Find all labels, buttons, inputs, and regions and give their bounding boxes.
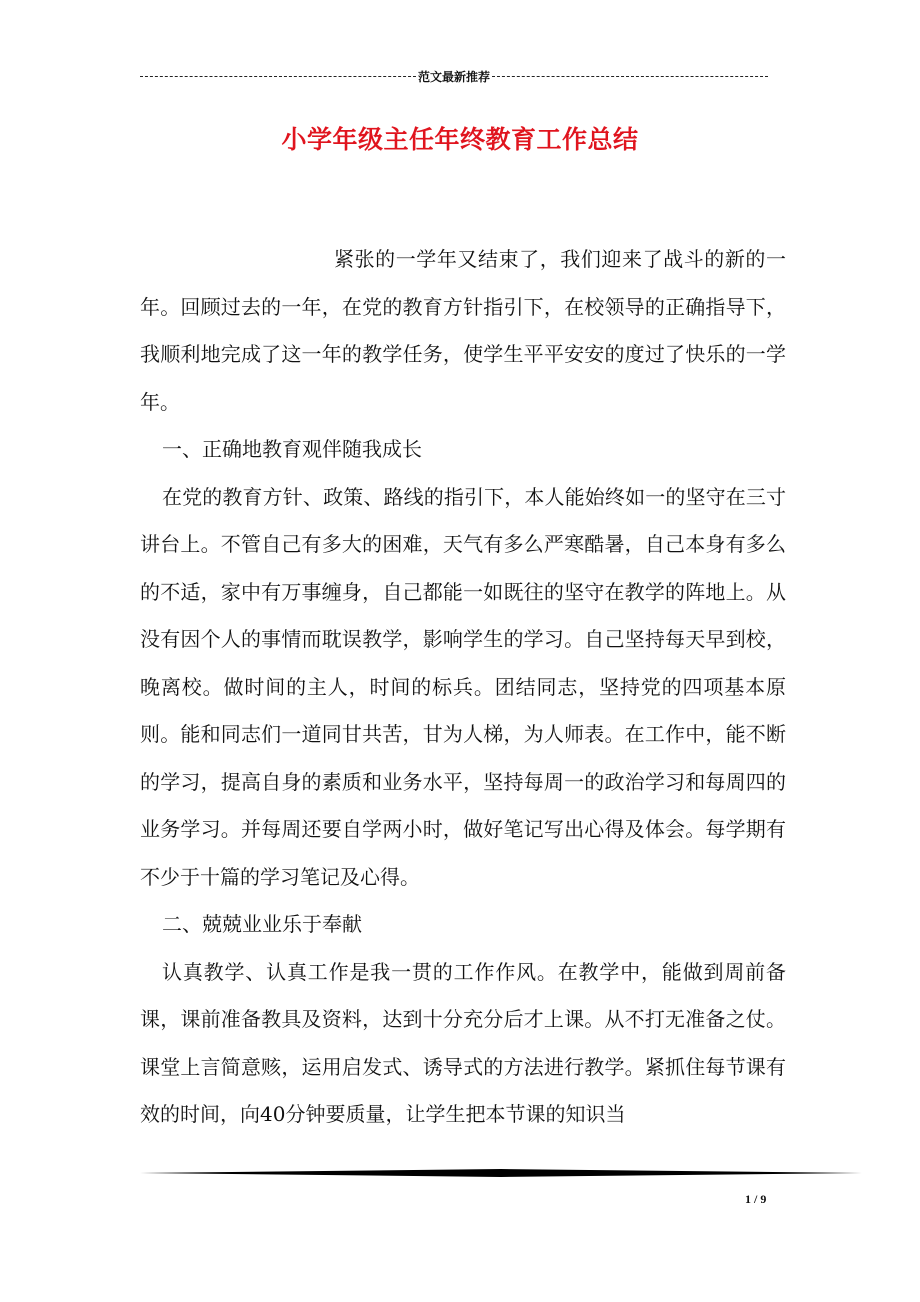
page-header <box>140 66 768 86</box>
section-heading-2: 二、兢兢业业乐于奉献 <box>162 912 362 936</box>
footer-rule <box>140 1166 862 1180</box>
document-body <box>140 236 786 1139</box>
document-title: 小学年级主任年终教育工作总结 <box>281 125 639 154</box>
section-paragraph-1: 在党的教育方针、政策、路线的指引下，本人能始终如一的坚守在三寸讲台上。不管自己有多大的困难，天气有多么严寒酷暑，自己本身有多么的不适，家中有万事缠身，自己都能一如既往的坚守在教学的阵地上。从没有因个人的事情而耽误教学，影响学生的学习。自己坚持每天早到校，晚离校。做时间的主人，时间的标兵。团结同志，坚持党的四项基本原则。能和同志们一道同甘共苦，甘为人梯，为人师表。在工作中，能不断的学习，提高自身的素质和业务水平，坚持每周一的政治学习和每周四的业务学习。并每周还要自学两小时，做好笔记写出心得及体会。每学期有不少于十篇的学习笔记及心得。 <box>140 484 786 889</box>
section-paragraph-2: 认真教学、认真工作是我一贯的工作作风。在教学中，能做到周前备课，课前准备教具及资料，达到十分充分后才上课。从不打无准备之仗。课堂上言简意赅，运用启发式、诱导式的方法进行教学。紧抓住每节课有效的时间，向40分钟要质量，让学生把本节课的知识当 <box>140 959 786 1126</box>
intro-paragraph: 紧张的一学年又结束了，我们迎来了战斗的新的一年。回顾过去的一年，在党的教育方针指引下，在校领导的正确指导下，我顺利地完成了这一年的教学任务，使学生平平安安的度过了快乐的一学年。 <box>140 247 786 414</box>
header-dash-left <box>140 76 416 77</box>
header-label: 范文最新推荐 <box>418 69 491 84</box>
page-number: 1 / 9 <box>745 1192 767 1206</box>
header-dash-right <box>492 76 768 77</box>
section-heading-1: 一、正确地教育观伴随我成长 <box>162 437 422 461</box>
